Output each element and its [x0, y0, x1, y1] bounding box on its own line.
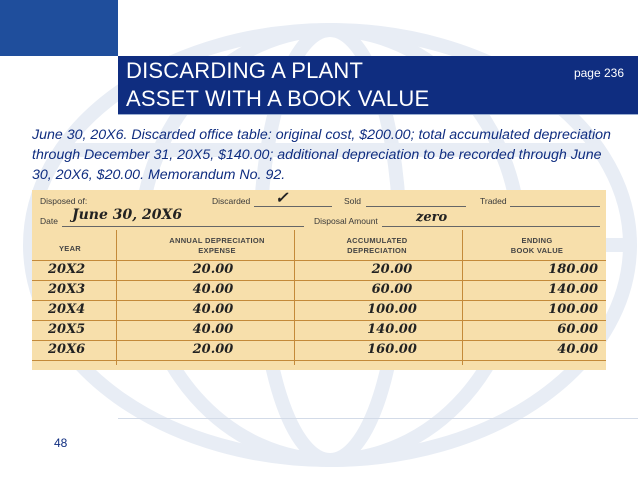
plant-asset-record-form [32, 190, 606, 370]
annual-depreciation-cell: 40.00 [192, 322, 234, 337]
transaction-description: June 30, 20X6. Discarded office table: original cost, $200.00; total accumulated depreciation through December 31, 20X5, $140.00; additional depreciation to be recorded through June 30, 20X6, $20.00. Memorandum No. 92. [32, 127, 611, 183]
discarded-label: Discarded [212, 196, 251, 206]
annual-depreciation-cell: 40.00 [192, 302, 234, 317]
header-annual-line1: ANNUAL DEPRECIATION [169, 236, 265, 245]
page-reference: page 236 [573, 66, 624, 80]
year-cell: 20X5 [48, 322, 86, 337]
table-row [32, 341, 606, 361]
year-cell: 20X4 [48, 302, 86, 317]
table-row [32, 301, 606, 321]
traded-label: Traded [480, 196, 507, 206]
discarded-checkmark: ✓ [275, 190, 289, 207]
sold-label: Sold [344, 196, 362, 206]
ending-book-value-cell: 40.00 [557, 342, 598, 357]
slide-title-line2: ASSET WITH A BOOK VALUE [126, 86, 430, 111]
header-annual-line2: EXPENSE [198, 246, 236, 255]
header-ending-line2: BOOK VALUE [510, 246, 564, 255]
date-line [62, 226, 304, 227]
disposed-of-label: Disposed of: [40, 196, 88, 206]
corner-accent [0, 0, 118, 56]
accumulated-depreciation-cell: 100.00 [367, 302, 417, 317]
annual-depreciation-cell: 20.00 [192, 342, 234, 357]
ending-book-value-cell: 180.00 [548, 262, 598, 277]
annual-depreciation-cell: 40.00 [192, 282, 234, 297]
title-rule [118, 114, 638, 115]
disposal-amount-line [382, 226, 600, 227]
annual-depreciation-cell: 20.00 [192, 262, 234, 277]
header-ending-line1: ENDING [521, 236, 553, 245]
header-accum-line1: ACCUMULATED [346, 236, 408, 245]
ending-book-value-cell: 140.00 [548, 282, 598, 297]
disposal-amount-value: zero [416, 210, 448, 225]
discarded-line [254, 206, 332, 207]
year-cell: 20X2 [48, 262, 86, 277]
footer-rule [118, 418, 638, 419]
table-row [32, 281, 606, 301]
year-cell: 20X6 [48, 342, 86, 357]
accumulated-depreciation-cell: 160.00 [367, 342, 417, 357]
header-year: YEAR [58, 244, 82, 253]
accumulated-depreciation-cell: 60.00 [371, 282, 413, 297]
date-label: Date [40, 216, 58, 226]
date-value: June 30, 20X6 [72, 207, 183, 223]
traded-line [510, 206, 600, 207]
accumulated-depreciation-cell: 140.00 [367, 322, 417, 337]
slide-number: 48 [54, 436, 68, 450]
table-row [32, 321, 606, 341]
ending-book-value-cell: 100.00 [548, 302, 598, 317]
ending-book-value-cell: 60.00 [557, 322, 598, 337]
header-accum-line2: DEPRECIATION [347, 246, 407, 255]
accumulated-depreciation-cell: 20.00 [371, 262, 413, 277]
year-cell: 20X3 [48, 282, 86, 297]
slide-title-line1: DISCARDING A PLANT [126, 58, 364, 83]
sold-line [366, 206, 466, 207]
disposal-amount-label: Disposal Amount [314, 216, 378, 226]
table-row [32, 261, 606, 281]
